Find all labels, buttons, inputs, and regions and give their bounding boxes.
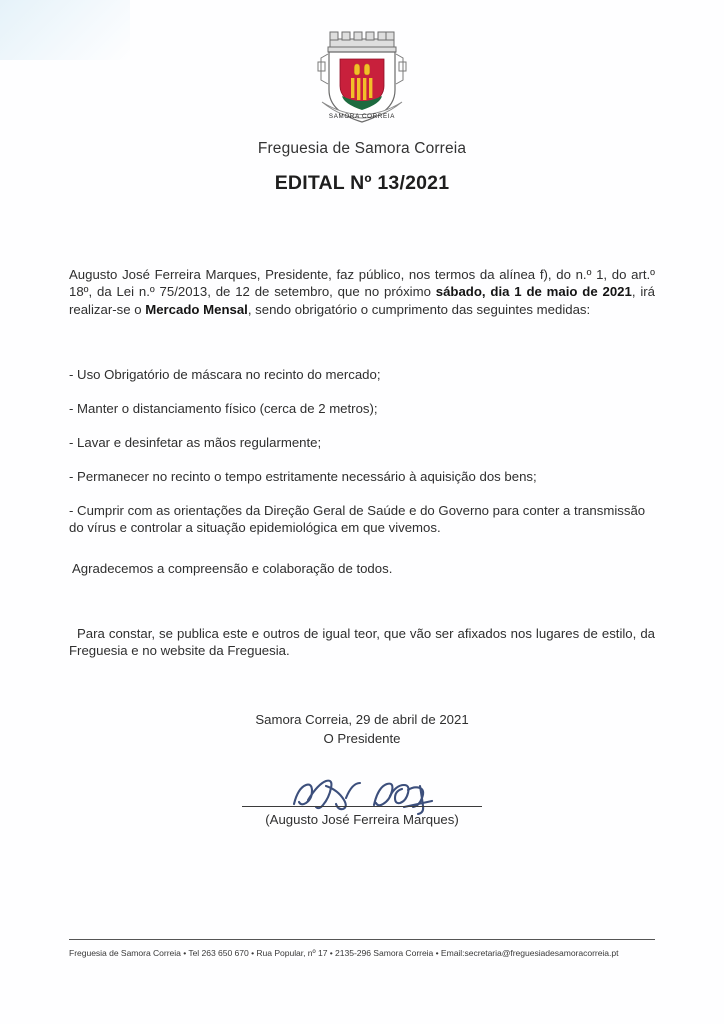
signature-place-date-block xyxy=(0,710,724,748)
signer-name: (Augusto José Ferreira Marques) xyxy=(265,812,459,827)
intro-part-3: , sendo obrigatório o cumprimento das seguintes medidas: xyxy=(247,301,591,317)
measure-item: - Cumprir com as orientações da Direção Geral de Saúde e do Governo para conter a transmissão do vírus e controlar a situação epidemiológica em que vivemos. xyxy=(69,502,646,536)
intro-paragraph xyxy=(69,266,655,318)
footer-contact-info: Freguesia de Samora Correia • Tel 263 650 670 • Rua Popular, nº 17 • 2135-296 Samora Correia • Email:secretaria@freguesiadesamoracorreia.pt xyxy=(69,948,619,958)
crest-container xyxy=(0,28,724,131)
signer-role: O Presidente xyxy=(323,731,401,746)
closing-paragraph xyxy=(69,625,655,660)
measure-item: - Lavar e desinfetar as mãos regularmente; xyxy=(69,434,322,450)
measure-item: - Permanecer no recinto o tempo estritamente necessário à aquisição dos bens; xyxy=(69,468,537,484)
footer-divider xyxy=(69,939,655,940)
crest-banner-text: SAMORA CORREIA xyxy=(328,113,396,120)
intro-part-1: Augusto José Ferreira Marques, Presidente, faz público, nos termos da alínea f), do n.º 1, do art.º 18º, da Lei n.º 75/2013, de 12 de setembro, que no próximo xyxy=(69,267,655,300)
thanks-paragraph: Agradecemos a compreensão e colaboração de todos. xyxy=(72,561,393,576)
place-date: Samora Correia, 29 de abril de 2021 xyxy=(255,712,469,727)
organization-title: Freguesia de Samora Correia xyxy=(257,140,467,157)
measure-item: - Manter o distanciamento físico (cerca de 2 metros); xyxy=(69,400,378,416)
signature-line xyxy=(242,806,482,807)
intro-bold-date: sábado, dia 1 de maio de 2021 xyxy=(435,284,632,300)
closing-text: Para constar, se publica este e outros de igual teor, que vão ser afixados nos lugares de estilo, da Freguesia e no website da Freguesia. xyxy=(69,626,655,659)
edital-title: EDITAL Nº 13/2021 xyxy=(274,172,450,194)
coat-of-arms-icon xyxy=(316,28,408,126)
intro-part-2: , irá realizar-se o xyxy=(69,284,656,317)
measure-item: - Uso Obrigatório de máscara no recinto do mercado; xyxy=(69,367,381,382)
intro-bold-event: Mercado Mensal xyxy=(145,301,248,317)
intro-paragraph-container xyxy=(69,266,655,318)
handwritten-signature-icon xyxy=(286,774,456,816)
measures-list xyxy=(69,366,659,536)
